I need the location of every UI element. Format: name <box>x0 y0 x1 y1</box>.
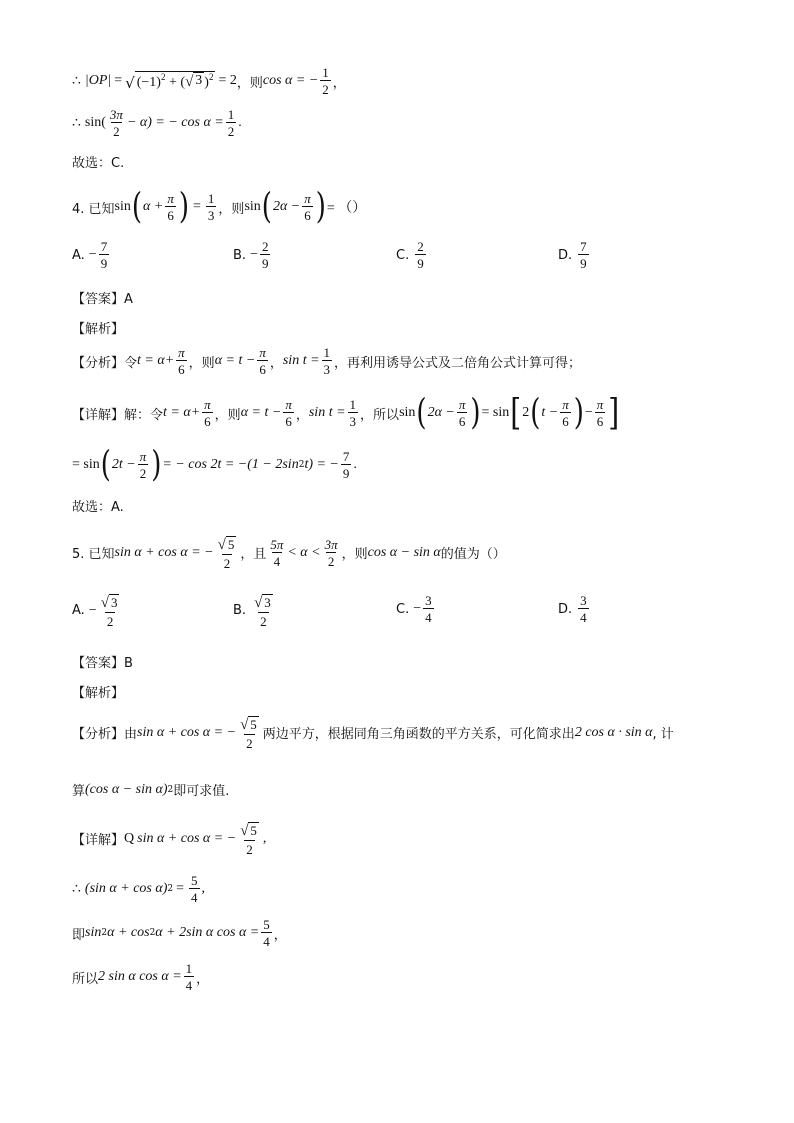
punct: , <box>262 830 267 846</box>
math-sin: sin <box>244 199 261 214</box>
fraction <box>595 398 606 428</box>
math-expr: sin t = <box>282 353 320 368</box>
q4-option-b[interactable] <box>233 240 272 270</box>
math-expr: = sin <box>72 457 100 472</box>
fenxi-label: 【分析】由 <box>72 727 138 743</box>
xiangjie-label: 【详解】解：令 <box>72 407 164 423</box>
fraction <box>257 346 268 376</box>
math-sin-open: sin( <box>84 115 106 130</box>
fraction <box>323 538 340 568</box>
q5-step3 <box>72 962 209 992</box>
frac-den: 2 <box>246 735 253 751</box>
frac-num: 5π <box>270 536 284 552</box>
option-sign: − <box>88 247 97 262</box>
text: ，且 <box>240 547 267 563</box>
frac-den: 6 <box>178 362 185 377</box>
text: 两边平方，根据同角三角函数的平方关系，可化简求出 <box>262 727 575 743</box>
frac-num: π <box>178 345 185 360</box>
question-number: 5. 已知 <box>72 547 115 563</box>
punct: . <box>353 457 357 472</box>
q5-option-a[interactable] <box>72 594 123 628</box>
frac-den: 6 <box>458 414 466 429</box>
math-expr: = − cos 2t = −(1 − 2sin <box>162 457 299 472</box>
frac-den: 9 <box>580 256 587 271</box>
math-sqrt: 3 <box>264 595 271 610</box>
math-minus: − <box>584 405 593 420</box>
frac-num: π <box>458 397 466 412</box>
math-sqrt: 5 <box>227 537 235 552</box>
text: ，再利用诱导公式及二倍角公式计算可得； <box>334 355 582 371</box>
frac-num: 3π <box>324 536 338 552</box>
text: 即 <box>72 927 86 943</box>
fraction <box>283 398 294 428</box>
text: ，则 <box>214 407 241 423</box>
frac-num: π <box>167 191 174 206</box>
math-expr: t = α+ <box>163 405 201 420</box>
frac-den: 3 <box>207 208 215 223</box>
frac-den: 6 <box>204 414 211 429</box>
frac-den: 2 <box>139 466 147 481</box>
math-sqrt3: 3 <box>195 72 203 88</box>
math-result: = 2 <box>218 73 237 88</box>
question-4-stem: 4. 已知 sin ( α + $\frac{\pi}{6}$ ) = $\frac{1}{3}$ ，则 sin ( 2α − $\frac{\pi}{6}$ ) = （） <box>72 186 367 228</box>
option-sign: − <box>88 602 97 618</box>
frac-num: 3 <box>425 593 432 608</box>
math-expr: α + cos <box>107 925 150 940</box>
frac-den: 6 <box>167 208 174 223</box>
text: ，所以 <box>360 407 400 423</box>
frac-num: π <box>259 345 266 360</box>
fraction <box>320 66 331 96</box>
sqrt-expression: √ $(-1)^2$ + ( √ 3 )$^2$ <box>125 71 214 93</box>
fenxi-label: 【分析】令 <box>72 355 138 371</box>
text: ， <box>295 407 309 423</box>
frac-den: 6 <box>259 362 266 377</box>
answer-label: 【答案】A <box>72 292 133 307</box>
frac-den: 2 <box>322 82 329 97</box>
math-expr: = sin <box>481 405 510 420</box>
fraction <box>268 538 285 568</box>
math-sin: sin <box>85 925 102 940</box>
frac-den: 2 <box>227 124 235 139</box>
fraction <box>322 346 333 376</box>
option-label: A. <box>72 247 85 263</box>
q4-option-a[interactable] <box>72 240 111 270</box>
math-eq: = <box>193 199 201 214</box>
frac-num: 7 <box>342 449 350 464</box>
fraction <box>578 594 589 624</box>
frac-den: 2 <box>260 613 267 629</box>
option-label: C. <box>396 247 410 263</box>
text: 即可求值. <box>173 784 230 799</box>
fraction <box>206 192 217 222</box>
frac-den: 2 <box>246 841 253 857</box>
frac-num: π <box>204 397 211 412</box>
frac-num: π <box>562 397 569 412</box>
math-eq: = <box>114 73 123 88</box>
frac-den: 9 <box>100 256 108 271</box>
text: , 计 <box>652 727 674 743</box>
fraction <box>261 918 272 948</box>
frac-den: 3 <box>349 414 357 429</box>
text: 所以 <box>72 971 99 987</box>
text-then: ，则 <box>236 75 263 91</box>
option-label: A. <box>72 603 85 619</box>
math-expr: (sin α + cos α) <box>84 881 168 896</box>
q4-option-c[interactable] <box>396 240 428 270</box>
frac-num: 7 <box>580 239 587 254</box>
solution-line-op <box>72 66 346 96</box>
q5-step2: 即 sin 2 α + cos 2 α + 2sin α cos α = $\frac{5}{4}$ ， <box>72 917 287 949</box>
math-expr: < α < <box>287 544 321 560</box>
fraction <box>302 192 313 222</box>
frac-den: 4 <box>185 978 193 993</box>
math-cos-alpha: cos α = − <box>262 73 319 88</box>
frac-den: 4 <box>580 610 587 625</box>
frac-den: 2 <box>327 553 335 569</box>
fraction <box>202 398 213 428</box>
text-then: ，则 <box>218 201 245 217</box>
option-sign: − <box>413 601 422 616</box>
q4-fenxi <box>72 346 581 376</box>
q5-option-c[interactable] <box>396 594 436 624</box>
math-expr: (cos α − sin α) <box>85 781 168 797</box>
math-plus: + <box>168 74 177 90</box>
question-5-stem <box>72 536 506 570</box>
answer-label: 【答案】B <box>72 656 133 671</box>
math-expr: t) = − <box>304 457 339 472</box>
frac-den: 6 <box>304 208 311 223</box>
fraction <box>415 240 426 270</box>
option-label: D. <box>558 601 573 617</box>
fraction: √ 5 2 <box>217 536 235 571</box>
frac-den: 2 <box>113 124 120 139</box>
frac-num: 1 <box>185 961 193 976</box>
frac-den: 9 <box>342 466 350 481</box>
frac-num: 3 <box>580 593 587 608</box>
fraction <box>457 398 468 428</box>
frac-num: 1 <box>349 397 357 412</box>
frac-den: 6 <box>562 414 569 429</box>
choice-line: 故选：A. <box>72 500 124 515</box>
therefore-symbol: ∴ <box>72 881 81 897</box>
frac-num: 1 <box>207 191 215 206</box>
fraction <box>341 450 352 480</box>
math-expr: t − <box>541 405 559 420</box>
frac-num: 2 <box>261 239 269 254</box>
math-expr: sin α + cos α = − <box>137 724 237 740</box>
therefore-symbol: ∴ <box>72 115 81 131</box>
fraction: √ 5 2 <box>240 822 257 857</box>
fraction <box>165 192 176 222</box>
math-expr: sin t = <box>308 405 346 420</box>
xiangjie-label: 【详解】 <box>72 833 125 849</box>
math-eq-blank: = （） <box>326 201 367 216</box>
math-expr: α + <box>143 199 164 214</box>
fraction <box>138 450 149 480</box>
fraction <box>260 240 271 270</box>
math-expr: α + 2sin α cos α = <box>155 925 260 940</box>
frac-den: 9 <box>261 256 269 271</box>
frac-den: 2 <box>223 555 231 571</box>
math-expr: 2 sin α cos α = <box>98 969 182 984</box>
math-sqrt: 5 <box>250 717 257 732</box>
frac-num: π <box>596 397 604 412</box>
frac-den: 4 <box>425 610 432 625</box>
frac-num: 1 <box>323 345 331 360</box>
text: ，则 <box>341 547 368 563</box>
fraction <box>99 240 110 270</box>
math-abs-op: |OP| <box>84 73 112 88</box>
frac-num: π <box>304 191 311 206</box>
fraction: √ 5 2 <box>240 716 257 751</box>
frac-den: 6 <box>596 414 604 429</box>
fraction <box>226 108 237 138</box>
frac-num: 3π <box>109 107 123 122</box>
math-expr: 2t − <box>111 457 136 472</box>
choice-line: 故选：C. <box>72 156 125 171</box>
fraction: √ 3 2 <box>100 594 118 629</box>
q5-xiangjie <box>72 822 266 856</box>
fraction <box>423 594 434 624</box>
math-term: 2 <box>522 405 530 420</box>
frac-num: π <box>285 397 292 412</box>
frac-num: 1 <box>322 65 329 80</box>
frac-den: 9 <box>417 256 424 271</box>
punct: , <box>201 881 206 896</box>
math-expr: sin α + cos α = − <box>114 544 214 560</box>
analysis-label: 【解析】 <box>72 322 125 337</box>
math-sin: sin <box>399 405 416 420</box>
frac-num: 7 <box>100 239 108 254</box>
punct: ， <box>273 927 287 943</box>
math-expr: α = t − <box>240 405 282 420</box>
frac-num: 5 <box>263 917 270 932</box>
q5-option-d[interactable] <box>558 594 591 624</box>
q5-fenxi-line2: 算 (cos α − sin α) 2 即可求值. <box>72 781 230 799</box>
math-term: (−1) <box>136 74 161 90</box>
frac-den: 3 <box>323 362 331 377</box>
text: ， <box>269 355 283 371</box>
q5-step1: ∴ (sin α + cos α) 2 = $\frac{5}{4}$ , <box>72 873 206 905</box>
fraction <box>578 240 589 270</box>
frac-den: 4 <box>191 890 198 905</box>
because-symbol: Q <box>124 830 135 846</box>
text: 的值为（） <box>440 547 506 563</box>
punct: ， <box>332 75 346 91</box>
q4-xiangjie-line2: = sin ( 2t − $\frac{\pi}{2}$ ) = − cos 2t = −(1 − 2sin 2 t) = − $\frac{7}{9}$ . <box>72 444 357 486</box>
q5-fenxi <box>72 716 674 750</box>
punct: . <box>238 115 242 130</box>
q4-xiangjie: 【详解】解：令 t = α+ $\frac{\pi}{6}$ ，则 α = t − $\frac{\pi}{6}$ ， sin t = $\frac{1}{3}$ ，所以 sin ( 2α − $\frac{\pi}{6}$ ) = sin [ 2 ( t − $\frac{\pi}{6}$ ) − $\frac{\pi}{6}$ ] <box>72 390 620 434</box>
option-label: C. <box>396 601 410 617</box>
fraction <box>176 346 187 376</box>
math-expr: cos α − sin α <box>367 544 441 560</box>
frac-den: 4 <box>263 934 270 949</box>
frac-den: 4 <box>273 553 281 569</box>
frac-num: π <box>139 449 147 464</box>
solution-line-sin <box>72 108 242 138</box>
option-label: B. <box>233 603 247 619</box>
math-expr: t = α+ <box>137 353 175 368</box>
therefore-symbol: ∴ <box>72 73 81 89</box>
fraction <box>560 398 571 428</box>
option-sign: − <box>250 247 258 262</box>
frac-den: 6 <box>285 414 292 429</box>
fraction: √ 3 2 <box>254 594 271 629</box>
text: ，则 <box>188 355 215 371</box>
frac-den: 2 <box>106 613 114 629</box>
math-eq: = <box>176 881 185 896</box>
q4-option-d[interactable] <box>558 240 591 270</box>
frac-num: 2 <box>417 239 424 254</box>
option-label: D. <box>558 247 573 263</box>
fraction <box>348 398 359 428</box>
option-label: B. <box>233 247 247 263</box>
math-sin: sin <box>114 199 131 214</box>
fraction <box>184 962 195 992</box>
punct: ， <box>196 971 210 987</box>
math-sqrt: 3 <box>110 595 118 610</box>
math-expr: sin α + cos α = − <box>137 830 237 846</box>
math-expr: 2 cos α · sin α <box>574 724 653 740</box>
fraction <box>189 874 200 904</box>
math-expr: 2α − <box>427 405 455 420</box>
frac-num: 5 <box>191 873 198 888</box>
q5-option-b[interactable] <box>233 594 277 628</box>
math-expr: α = t − <box>214 353 256 368</box>
frac-num: 1 <box>227 107 235 122</box>
text: 算 <box>72 784 86 799</box>
question-number: 4. 已知 <box>72 201 115 217</box>
math-expr: 2α − <box>272 199 301 214</box>
analysis-label: 【解析】 <box>72 686 125 701</box>
math-sqrt: 5 <box>250 823 257 838</box>
fraction <box>108 108 125 138</box>
math-expr: − α) = − cos α = <box>126 115 224 130</box>
